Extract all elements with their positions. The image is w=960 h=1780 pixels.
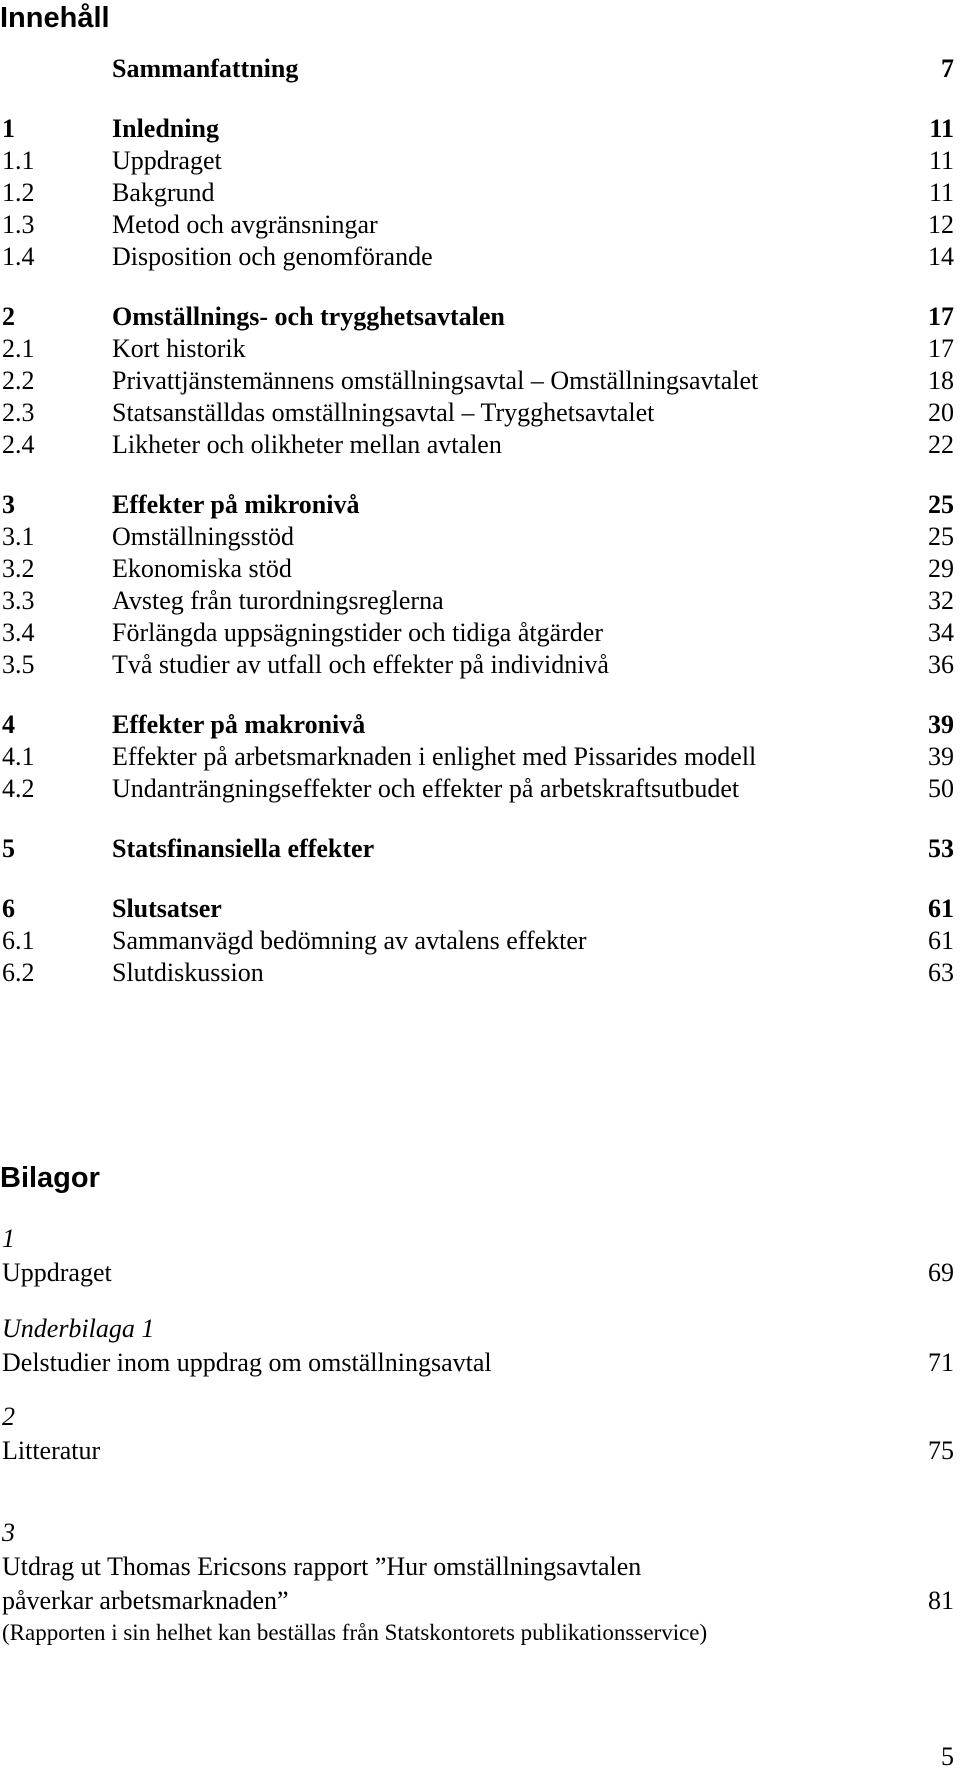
page-reference: 22 — [928, 430, 954, 459]
section-number: 5 — [2, 834, 15, 863]
section-title: Statsfinansiella effekter — [112, 834, 375, 863]
page-number: 5 — [941, 1742, 954, 1771]
section-title: Sammanfattning — [112, 54, 299, 83]
appendix-label: 1 — [2, 1224, 15, 1253]
section-title: Metod och avgränsningar — [112, 210, 378, 239]
section-title: Slutdiskussion — [112, 958, 264, 987]
toc-entry[interactable] — [0, 892, 960, 926]
page-reference: 12 — [928, 210, 954, 239]
section-title: Ekonomiska stöd — [112, 554, 292, 583]
section-number: 3.4 — [2, 618, 35, 647]
section-title: Omställnings- och trygghetsavtalen — [112, 302, 505, 331]
toc-entry[interactable] — [0, 740, 960, 774]
section-number: 2 — [2, 302, 15, 331]
section-number: 1.4 — [2, 242, 35, 271]
page-reference: 32 — [928, 586, 954, 615]
toc-entry[interactable] — [0, 112, 960, 146]
page-reference: 25 — [928, 522, 954, 551]
section-number: 3.1 — [2, 522, 35, 551]
section-title: Två studier av utfall och effekter på individnivå — [112, 650, 609, 679]
toc-entry[interactable] — [0, 240, 960, 274]
toc-entry[interactable] — [0, 832, 960, 866]
page-reference: 81 — [928, 1586, 954, 1615]
page-reference: 11 — [928, 146, 954, 175]
toc-entry[interactable] — [0, 924, 960, 958]
section-title: Effekter på makronivå — [112, 710, 366, 739]
toc-entry[interactable] — [0, 300, 960, 334]
section-number: 1.2 — [2, 178, 35, 207]
toc-entry[interactable] — [0, 396, 960, 430]
appendix-entry[interactable] — [2, 1312, 954, 1380]
page-reference: 18 — [928, 366, 954, 395]
page-reference: 75 — [928, 1436, 954, 1465]
section-title: Effekter på arbetsmarknaden i enlighet med Pissarides modell — [112, 742, 757, 771]
toc-entry[interactable] — [0, 552, 960, 586]
page-reference: 39 — [928, 710, 954, 739]
appendix-entry[interactable] — [2, 1516, 954, 1648]
appendix-label: 2 — [2, 1402, 15, 1431]
section-title: Likheter och olikheter mellan avtalen — [112, 430, 502, 459]
section-title: Disposition och genomförande — [112, 242, 433, 271]
toc-entry[interactable] — [0, 144, 960, 178]
appendix-title-line — [2, 1550, 954, 1584]
section-title: Sammanvägd bedömning av avtalens effekter — [112, 926, 587, 955]
appendix-title-line — [2, 1256, 954, 1290]
toc-entry[interactable] — [0, 428, 960, 462]
page-reference: 25 — [928, 490, 954, 519]
appendix-title: Utdrag ut Thomas Ericsons rapport ”Hur omställningsavtalen — [2, 1552, 642, 1581]
page-reference: 61 — [928, 926, 954, 955]
section-number: 1.1 — [2, 146, 35, 175]
toc-entry[interactable] — [0, 956, 960, 990]
appendix-title: Uppdraget — [2, 1258, 112, 1287]
toc-entry[interactable] — [0, 176, 960, 210]
toc-entry[interactable] — [0, 708, 960, 742]
section-number: 3.3 — [2, 586, 35, 615]
toc-entry[interactable] — [0, 488, 960, 522]
page-reference: 61 — [928, 894, 954, 923]
section-title: Omställningsstöd — [112, 522, 295, 551]
appendix-label: Underbilaga 1 — [2, 1314, 155, 1343]
page-reference: 20 — [928, 398, 954, 427]
appendix-title-line — [2, 1346, 954, 1380]
section-number: 2.1 — [2, 334, 35, 363]
page-reference: 69 — [928, 1258, 954, 1287]
page-reference: 7 — [941, 54, 954, 83]
section-number: 3.2 — [2, 554, 35, 583]
page-reference: 50 — [928, 774, 954, 803]
page-reference: 17 — [928, 334, 954, 363]
section-title: Uppdraget — [112, 146, 222, 175]
section-number: 3 — [2, 490, 15, 519]
page-reference: 11 — [929, 114, 954, 143]
section-number: 6.1 — [2, 926, 35, 955]
section-title: Privattjänstemännens omställningsavtal – Omställningsavtalet — [112, 366, 759, 395]
section-title: Effekter på mikronivå — [112, 490, 360, 519]
appendix-title: påverkar arbetsmarknaden” — [2, 1586, 289, 1615]
section-title: Bakgrund — [112, 178, 215, 207]
section-number: 2.4 — [2, 430, 35, 459]
section-title: Inledning — [112, 114, 219, 143]
appendix-note: (Rapporten i sin helhet kan beställas från Statskontorets publikationsservice) — [2, 1620, 708, 1645]
toc-entry[interactable] — [0, 584, 960, 618]
section-title: Slutsatser — [112, 894, 222, 923]
page-reference: 29 — [928, 554, 954, 583]
page-reference: 11 — [928, 178, 954, 207]
section-number: 1.3 — [2, 210, 35, 239]
toc-entry[interactable] — [0, 648, 960, 682]
section-title: Avsteg från turordningsreglerna — [112, 586, 444, 615]
appendix-title-line — [2, 1584, 954, 1618]
section-number: 4.1 — [2, 742, 35, 771]
section-number: 4 — [2, 710, 15, 739]
page-reference: 53 — [928, 834, 954, 863]
appendices-heading: Bilagor — [0, 1162, 100, 1194]
section-title: Förlängda uppsägningstider och tidiga åtgärder — [112, 618, 603, 647]
page-reference: 34 — [928, 618, 954, 647]
appendix-entry[interactable] — [2, 1400, 954, 1468]
toc-entry[interactable] — [0, 616, 960, 650]
section-number: 2.3 — [2, 398, 35, 427]
toc-entry[interactable] — [0, 772, 960, 806]
toc-entry[interactable] — [0, 520, 960, 554]
section-number: 3.5 — [2, 650, 35, 679]
section-title: Statsanställdas omställningsavtal – Trygghetsavtalet — [112, 398, 655, 427]
contents-heading: Innehåll — [0, 2, 110, 34]
appendix-title: Litteratur — [2, 1436, 101, 1465]
section-number: 1 — [2, 114, 15, 143]
section-title: Kort historik — [112, 334, 246, 363]
appendix-title-line — [2, 1434, 954, 1468]
section-title: Undanträngningseffekter och effekter på arbetskraftsutbudet — [112, 774, 740, 803]
page-reference: 39 — [928, 742, 954, 771]
appendix-title: Delstudier inom uppdrag om omställningsavtal — [2, 1348, 492, 1377]
page-reference: 71 — [928, 1348, 954, 1377]
toc-entry[interactable] — [0, 208, 960, 242]
toc-entry[interactable] — [0, 364, 960, 398]
section-number: 6 — [2, 894, 15, 923]
section-number: 2.2 — [2, 366, 35, 395]
page-reference: 14 — [928, 242, 954, 271]
appendix-label: 3 — [2, 1518, 15, 1547]
page-reference: 36 — [928, 650, 954, 679]
toc-entry[interactable] — [0, 52, 960, 86]
toc-entry[interactable] — [0, 332, 960, 366]
section-number: 6.2 — [2, 958, 35, 987]
page-reference: 17 — [928, 302, 954, 331]
appendix-entry[interactable] — [2, 1222, 954, 1290]
section-number: 4.2 — [2, 774, 35, 803]
page-reference: 63 — [928, 958, 954, 987]
